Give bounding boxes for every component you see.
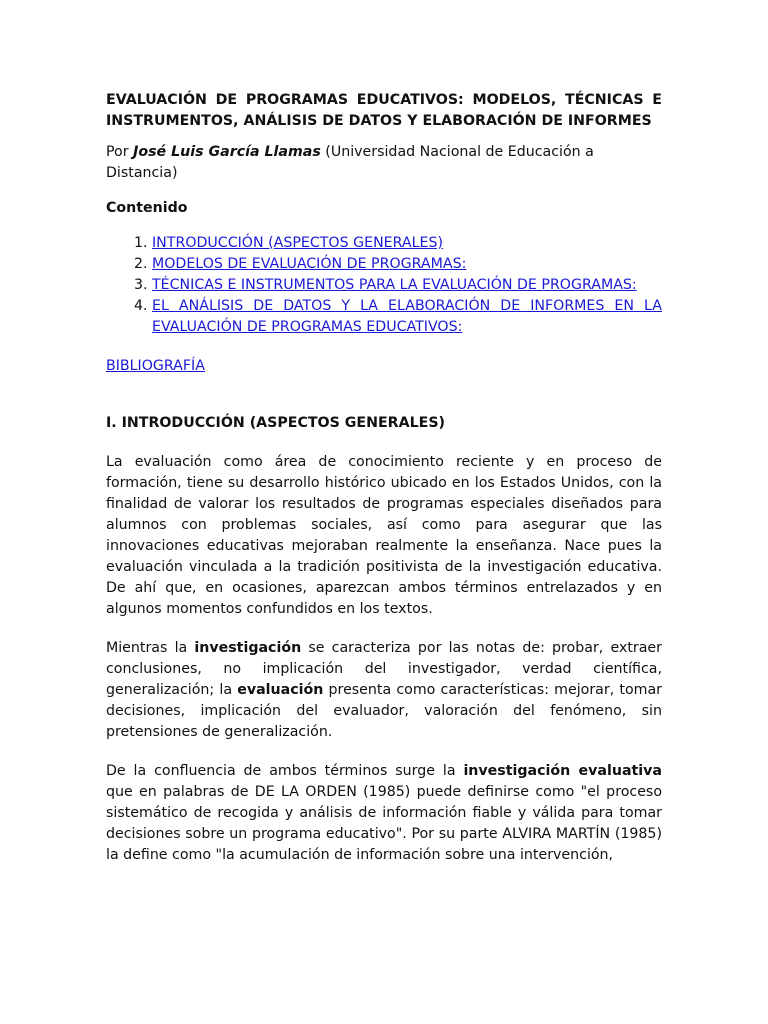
term-evaluacion: evaluación	[237, 682, 324, 698]
section-heading-introduccion: I. INTRODUCCIÓN (ASPECTOS GENERALES)	[106, 415, 446, 431]
table-of-contents	[106, 233, 662, 338]
paragraph-1: La evaluación como área de conocimiento reciente y en proceso de formación, tiene su desarrollo histórico ubicado en los Estados Unidos, con la finalidad de valorar los resultados de programas especiales diseñados para alumnos con problemas sociales, así como para asegurar que las innovaciones educativas mejoraban realmente la enseñanza. Nace pues la evaluación vinculada a la tradición positivista de la investigación educativa. De ahí que, en ocasiones, aparezcan ambos términos entrelazados y en algunos momentos confundidos en los textos.	[106, 454, 662, 617]
term-investigacion: investigación	[194, 640, 302, 656]
paragraph-3-text-1: De la confluencia de ambos términos surge la	[106, 763, 464, 779]
toc-link-modelos[interactable]: MODELOS DE EVALUACIÓN DE PROGRAMAS:	[152, 256, 467, 272]
bibliography-link[interactable]: BIBLIOGRAFÍA	[106, 358, 205, 374]
bibliography-section	[106, 356, 662, 377]
contents-heading: Contenido	[106, 200, 188, 216]
toc-link-tecnicas[interactable]: TÉCNICAS E INSTRUMENTOS PARA LA EVALUACIÓN DE PROGRAMAS:	[152, 277, 637, 293]
author-line	[106, 142, 662, 184]
toc-link-analisis[interactable]: EL ANÁLISIS DE DATOS Y LA ELABORACIÓN DE INFORMES EN LA EVALUACIÓN DE PROGRAMAS EDUCATIVOS:	[152, 298, 662, 335]
toc-item	[152, 254, 662, 275]
paragraph-2-text-2: se caracteriza por las notas de: probar, extraer conclusiones, no implicación del investigador, verdad científica, generalización; la	[106, 640, 662, 698]
toc-link-introduccion[interactable]: INTRODUCCIÓN (ASPECTOS GENERALES)	[152, 235, 444, 251]
toc-item	[152, 275, 662, 296]
paragraph-2-text-3: presenta como características: mejorar, tomar decisiones, implicación del evaluador, valoración del fenómeno, sin pretensiones de generalización.	[106, 682, 662, 740]
term-investigacion-evaluativa: investigación evaluativa	[463, 763, 662, 779]
paragraph-3	[106, 761, 662, 866]
paragraph-2-text-1: Mientras la	[106, 640, 195, 656]
author-name: José Luis García Llamas	[133, 144, 321, 160]
author-affiliation: (Universidad Nacional de Educación a Distancia)	[106, 144, 594, 181]
paragraph-2	[106, 638, 662, 743]
toc-item	[152, 233, 662, 254]
document-title: EVALUACIÓN DE PROGRAMAS EDUCATIVOS: MODELOS, TÉCNICAS E INSTRUMENTOS, ANÁLISIS DE DATOS Y ELABORACIÓN DE INFORMES	[106, 92, 662, 129]
toc-item	[152, 296, 662, 338]
paragraph-3-text-2: que en palabras de DE LA ORDEN (1985) puede definirse como "el proceso sistemático de recogida y análisis de información fiable y válida para tomar decisiones sobre un programa educativo". Por su parte ALVIRA MARTÍN (1985) la define como "la acumulación de información sobre una intervención,	[106, 784, 662, 863]
author-prefix: Por	[106, 144, 134, 160]
document-page	[106, 90, 662, 884]
